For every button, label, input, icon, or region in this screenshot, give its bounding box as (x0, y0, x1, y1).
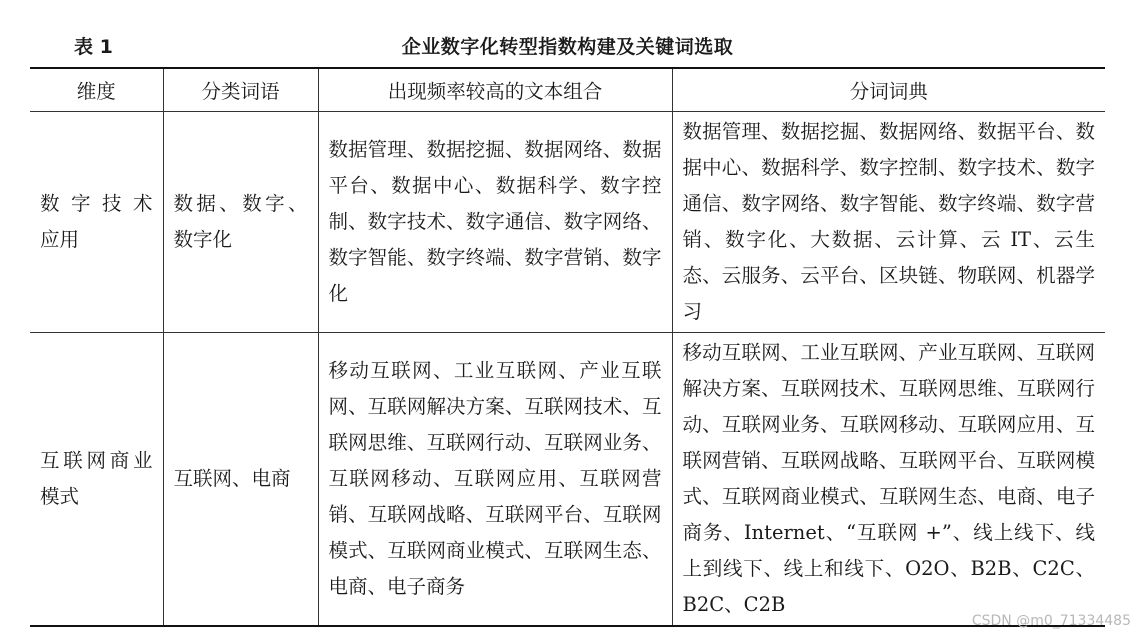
cell-category-words: 互联网、电商 (163, 333, 318, 627)
cell-frequent-combinations: 移动互联网、工业互联网、产业互联网、互联网解决方案、互联网技术、互联网思维、互联网行动、互联网业务、互联网移动、互联网应用、互联网营销、互联网战略、互联网平台、互联网模式、互联网商业模式、互联网生态、电商、电子商务 (318, 333, 672, 627)
table-header-row (30, 68, 1105, 112)
table-number: 表 1 (74, 36, 113, 58)
table-title: 企业数字化转型指数构建及关键词选取 (401, 36, 734, 58)
table-row (30, 333, 1105, 627)
header-dictionary: 分词词典 (672, 68, 1105, 112)
table-row (30, 112, 1105, 333)
cell-dictionary: 移动互联网、工业互联网、产业互联网、互联网解决方案、互联网技术、互联网思维、互联网行动、互联网业务、互联网移动、互联网应用、互联网营销、互联网战略、互联网平台、互联网模式、互联网商业模式、互联网生态、电商、电子商务、Internet、“互联网 +”、线上线下、线上到线下、线上和线下、O2O、B2B、C2C、B2C、C2B (672, 333, 1105, 627)
cell-category-words: 数据、数字、数字化 (163, 112, 318, 333)
cell-dimension: 互联网商业模式 (30, 333, 163, 627)
header-category-words: 分类词语 (163, 68, 318, 112)
watermark: CSDN @m0_71334485 (971, 613, 1131, 629)
keyword-table (30, 67, 1105, 627)
cell-frequent-combinations: 数据管理、数据挖掘、数据网络、数据平台、数据中心、数据科学、数字控制、数字技术、数字通信、数字网络、数字智能、数字终端、数字营销、数字化 (318, 112, 672, 333)
cell-dimension: 数 字 技 术 应用 (30, 112, 163, 333)
cell-dictionary: 数据管理、数据挖掘、数据网络、数据平台、数据中心、数据科学、数字控制、数字技术、数字通信、数字网络、数字智能、数字终端、数字营销、数字化、大数据、云计算、云 IT、云生态、云服务、云平台、区块链、物联网、机器学习 (672, 112, 1105, 333)
header-dimension: 维度 (30, 68, 163, 112)
header-frequent-combinations: 出现频率较高的文本组合 (318, 68, 672, 112)
table-caption (30, 30, 1105, 60)
